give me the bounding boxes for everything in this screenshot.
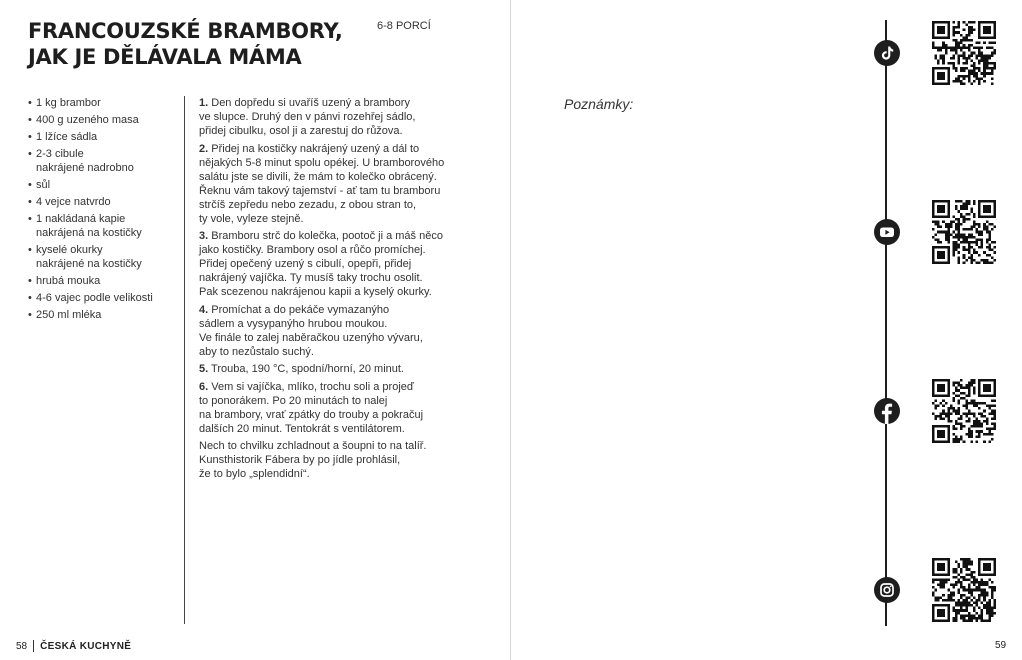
social-timeline-line — [885, 20, 887, 626]
servings-label: 6-8 PORCÍ — [377, 20, 431, 32]
ingredient-item: • kyselé okurky nakrájené na kostičky — [28, 243, 178, 271]
step-number: 4. — [199, 303, 209, 316]
ingredient-item: • hrubá mouka — [28, 274, 178, 288]
instagram-icon[interactable] — [874, 577, 900, 603]
qr-code-tiktok[interactable] — [932, 21, 996, 85]
method-steps — [199, 96, 499, 485]
step-number: 3. — [199, 230, 209, 242]
section-name: ČESKÁ KUCHYNĚ — [40, 640, 132, 652]
step-text: Bramboru strč do kolečka, pootoč ji a máš něco jako kostičky. Brambory osol a růčo promíchej. Přidej opečený uzený s cibulí, opepři, přidej nakrájený vajíčka. Ty musíš taky trochu osolit. Pak scezenou nakrájenou kapii a kyselý okurky. — [199, 230, 443, 298]
facebook-icon[interactable] — [874, 398, 900, 424]
method-step-4 — [199, 303, 499, 359]
method-step-3 — [199, 229, 499, 299]
ingredient-item: • 4-6 vajec podle velikosti — [28, 291, 178, 305]
qr-code-youtube[interactable] — [932, 200, 996, 264]
step-number: 1. — [199, 97, 209, 109]
recipe-title — [28, 18, 343, 70]
tiktok-icon[interactable] — [874, 40, 900, 66]
step-text: Přidej na kostičky nakrájený uzený a dál to nějakých 5-8 minut spolu opékej. U bramborového salátu jste se divili, že mám to kolečko obrácený. Řeknu vám takový tajemství - ať tam tu bramboru strčíš zepředu nebo zezadu, z obou stran to, ty vole, vyleze stejně. — [199, 142, 445, 225]
page-number-right: 59 — [995, 640, 1007, 651]
recipe-title-line-2: JAK JE DĚLÁVALA MÁMA — [28, 45, 302, 69]
method-step-2 — [199, 142, 499, 226]
left-page — [0, 0, 510, 660]
notes-label: Poznámky: — [564, 96, 634, 112]
qr-code-facebook[interactable] — [932, 379, 996, 443]
ingredient-item: • 1 kg brambor — [28, 96, 178, 110]
ingredients-list — [28, 96, 178, 325]
youtube-icon[interactable] — [874, 219, 900, 245]
ingredient-item: • 1 lžíce sádla — [28, 130, 178, 144]
ingredient-item: • 2-3 cibule nakrájené nadrobno — [28, 147, 178, 175]
closing-note: Nech to chvilku zchladnout a šoupni to na talíř. Kunsthistorik Fábera by po jídle prohlásil, že to bylo „splendidní“. — [199, 440, 427, 480]
page-footer-left — [16, 640, 131, 652]
ingredient-item: • 4 vejce natvrdo — [28, 195, 178, 209]
step-text: Vem si vajíčka, mlíko, trochu soli a projeď to ponorákem. Po 20 minutách to nalej na brambory, vrať zpátky do trouby a pokračuj dalších 20 minut. Tentokrát s ventilátorem. — [199, 380, 424, 435]
qr-code-instagram[interactable] — [932, 558, 996, 622]
ingredient-item: • 1 nakládaná kapie nakrájená na kostičky — [28, 212, 178, 240]
step-number: 5. — [199, 363, 209, 375]
step-text: Promíchat a do pekáče vymazanýho sádlem a vysypanýho hrubou moukou. Ve finále to zalej naběračkou uzenýho vývaru, aby to nezůstalo suchý. — [199, 303, 423, 358]
method-step-1 — [199, 96, 499, 138]
ingredient-item: • 400 g uzeného masa — [28, 113, 178, 127]
step-number: 6. — [199, 380, 209, 393]
ingredient-item: • sůl — [28, 178, 178, 192]
method-step-6 — [199, 380, 499, 436]
ingredient-item: • 250 ml mléka — [28, 308, 178, 322]
page-number-left: 58 — [16, 640, 28, 652]
step-text: Trouba, 190 °C, spodní/horní, 20 minut. — [208, 363, 404, 375]
footer-divider — [33, 640, 34, 652]
method-step-5 — [199, 362, 499, 376]
column-divider — [184, 96, 185, 624]
recipe-title-line-1: FRANCOUZSKÉ BRAMBORY, — [28, 19, 343, 43]
step-text: Den dopředu si uvaříš uzený a brambory ve slupce. Druhý den v pánvi rozehřej sádlo, přidej cibulku, osol ji a zarestuj do růžova. — [199, 97, 416, 137]
step-number: 2. — [199, 142, 209, 155]
